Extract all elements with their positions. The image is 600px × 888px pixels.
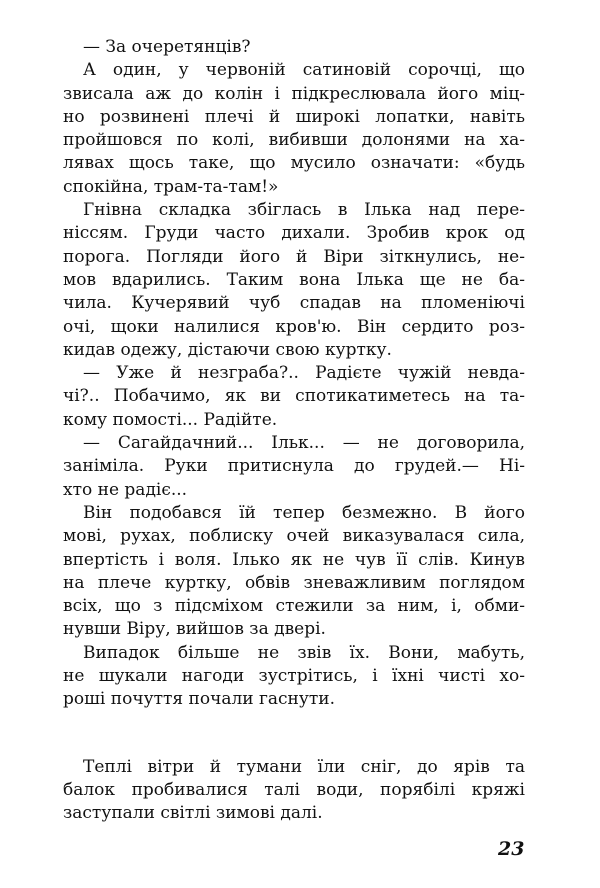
paragraph	[63, 756, 525, 826]
text-line: Теплі вітри й тумани їли сніг, до ярів та	[83, 756, 525, 777]
text-line: Випадок більше не звів їх. Вони, мабуть,	[83, 642, 525, 663]
paragraph	[63, 36, 525, 59]
text-line: роші почуття почали гаснути.	[63, 689, 336, 710]
text-line: мов вдарились. Таким вона Ілька ще не ба-	[63, 269, 525, 290]
text-line: А один, у червоній сатиновій сорочці, що	[83, 60, 525, 81]
paragraph	[63, 199, 525, 362]
text-line: на плече куртку, обвів зневажливим поглядом	[63, 572, 525, 593]
text-line: чила. Кучерявий чуб спадав на пломеніючі	[63, 293, 525, 314]
text-line: нувши Віру, вийшов за двері.	[63, 619, 326, 640]
text-line: но розвинені плечі й широкі лопатки, навіть	[63, 106, 525, 127]
text-line: порога. Погляди його й Віри зіткнулись, не-	[63, 246, 525, 267]
section-break	[63, 712, 525, 756]
text-line: всіх, що з підсміхом стежили за ним, і, обми-	[63, 596, 525, 617]
text-line: балок пробивалися талі води, порябілі кряжі	[63, 779, 525, 800]
paragraph	[63, 432, 525, 502]
text-line: Він подобався їй тепер безмежно. В його	[83, 502, 525, 523]
text-line: — За очеретянців?	[83, 37, 251, 57]
text-line: звисала аж до колін і підкреслювала його міц-	[63, 83, 525, 104]
paragraph	[63, 362, 525, 432]
text-line: мові, рухах, поблиску очей виказувалася сила,	[63, 526, 525, 547]
text-line: — Уже й незграба?.. Радієте чужій невда-	[83, 363, 525, 384]
page-number: 23	[498, 838, 525, 860]
page-body	[63, 36, 525, 826]
text-line: кому помості... Радійте.	[63, 409, 278, 430]
text-line: хто не радіє...	[63, 479, 188, 500]
text-line: заніміла. Руки притиснула до грудей.— Ні-	[63, 456, 525, 477]
paragraph	[63, 642, 525, 712]
text-line: ніссям. Груди часто дихали. Зробив крок од	[63, 223, 525, 244]
text-line: пройшовся по колі, вибивши долонями на ха-	[63, 130, 525, 151]
text-line: лявах щось таке, що мусило означати: «будь	[63, 153, 525, 174]
text-line: кидав одежу, дістаючи свою куртку.	[63, 339, 392, 360]
text-line: спокійна, трам-та-там!»	[63, 176, 279, 197]
paragraph	[63, 502, 525, 642]
text-line: заступали світлі зимові далі.	[63, 803, 323, 824]
text-line: Гнівна складка збіглась в Ілька над пере-	[83, 200, 525, 221]
text-line: не шукали нагоди зустрітись, і їхні чисті хо-	[63, 666, 525, 687]
paragraph	[63, 59, 525, 199]
text-line: впертість і воля. Ілько як не чув її слів. Кинув	[63, 549, 525, 570]
text-line: очі, щоки налилися кров'ю. Він сердито роз-	[63, 316, 525, 337]
text-line: чі?.. Побачимо, як ви спотикатиметесь на та-	[63, 386, 525, 407]
text-line: — Сагайдачний... Ільк... — не договорила,	[83, 433, 525, 454]
